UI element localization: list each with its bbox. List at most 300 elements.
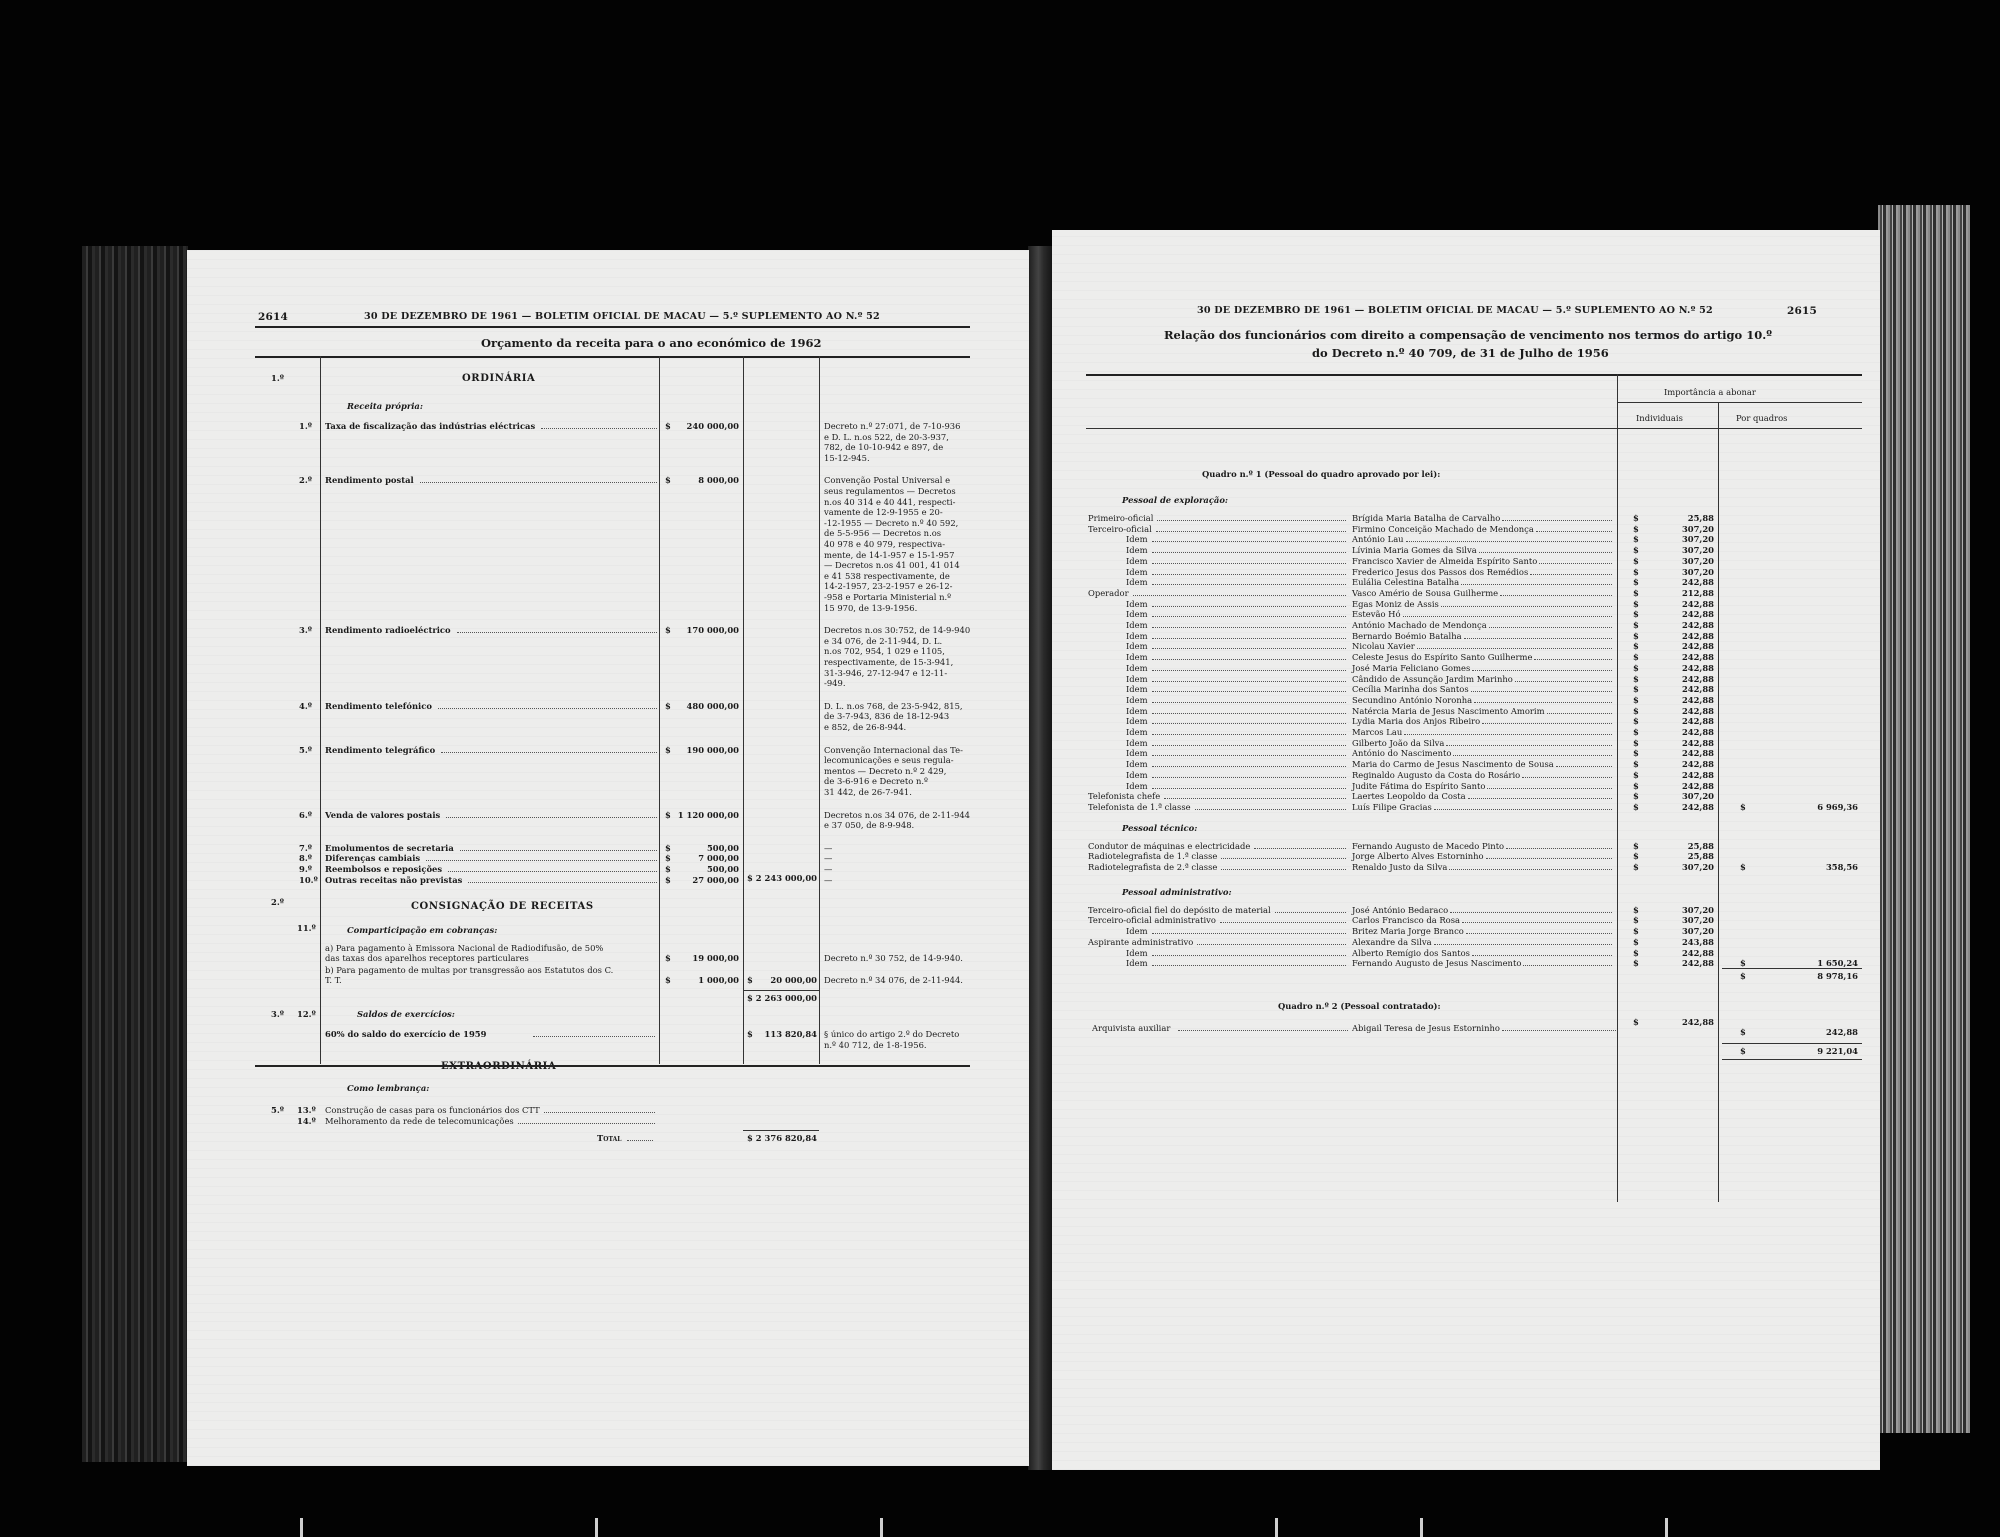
currency-sign: $ bbox=[665, 842, 671, 853]
valor-individual: 25,88 bbox=[1687, 840, 1714, 851]
currency-sign: $ bbox=[1633, 523, 1639, 534]
valor-individual: 242,88 bbox=[1681, 641, 1714, 652]
group-heading: Pessoal administrativo: bbox=[1122, 886, 1232, 897]
funcionario-nome: Gilberto João da Silva bbox=[1352, 737, 1445, 748]
legal-note: — bbox=[824, 874, 833, 885]
legal-note: Decreto n.º 27:071, de 7-10-936 bbox=[824, 421, 961, 431]
leader-dots bbox=[1152, 745, 1346, 746]
currency-sign: $ bbox=[665, 864, 671, 874]
valor-individual: 242,88 bbox=[1681, 609, 1714, 620]
funcionario-nome: Jorge Alberto Alves Estorninho bbox=[1352, 851, 1484, 862]
cargo: Arquivista auxiliar bbox=[1092, 1022, 1171, 1033]
currency-sign: $ bbox=[1633, 587, 1639, 598]
leader-dots bbox=[1449, 869, 1612, 870]
item-label: Rendimento telefónico bbox=[325, 700, 432, 711]
legal-note: de 3-6-916 e Decreto n.º bbox=[824, 776, 928, 787]
legal-note: de 5-5-956 — Decretos n.os bbox=[824, 528, 942, 539]
leader-dots bbox=[1221, 869, 1346, 870]
legal-note: e 41 538 respectivamente, de bbox=[824, 570, 950, 581]
currency-sign: $ bbox=[747, 993, 753, 1004]
currency-sign: $ bbox=[1633, 716, 1639, 727]
cargo: Idem bbox=[1126, 716, 1148, 727]
item-label: Melhoramento da rede de telecomunicações bbox=[325, 1115, 514, 1126]
leader-dots bbox=[1453, 755, 1612, 756]
legal-note: n.os 40 314 e 40 441, respecti- bbox=[824, 496, 956, 507]
valor-individual: 242,88 bbox=[1681, 1016, 1714, 1027]
leader-dots bbox=[457, 632, 657, 633]
valor-individual: 242,88 bbox=[1681, 801, 1714, 812]
leader-dots bbox=[1472, 670, 1612, 671]
leader-dots bbox=[1152, 691, 1346, 692]
leader-dots bbox=[1152, 584, 1346, 585]
col-por-quadros: Por quadros bbox=[1736, 413, 1788, 423]
leader-dots bbox=[1486, 858, 1612, 859]
leader-dots bbox=[1152, 670, 1346, 671]
leader-dots bbox=[1500, 595, 1612, 596]
valor-individual: 242,88 bbox=[1681, 759, 1714, 770]
leader-dots bbox=[1434, 809, 1612, 810]
leader-dots bbox=[448, 871, 657, 872]
leader-dots bbox=[1152, 541, 1346, 542]
right-running-title: 30 DE DEZEMBRO DE 1961 — BOLETIM OFICIAL DE MACAU — 5.º SUPLEMENTO AO N.º 52 bbox=[1197, 305, 1713, 316]
total-label: Total bbox=[597, 1133, 622, 1144]
funcionario-nome: Britez Maria Jorge Branco bbox=[1352, 926, 1464, 937]
cargo: Radiotelegrafista de 2.ª classe bbox=[1088, 862, 1218, 872]
legal-note: seus regulamentos — Decretos bbox=[824, 486, 956, 496]
cargo: Idem bbox=[1126, 630, 1148, 641]
item-label: Venda de valores postais bbox=[325, 809, 441, 820]
funcionario-nome: Maria do Carmo de Jesus Nascimento de Sousa bbox=[1352, 759, 1554, 770]
item-amount: 500,00 bbox=[706, 842, 739, 853]
currency-sign: $ bbox=[1633, 598, 1639, 609]
grand-total: 2 376 820,84 bbox=[755, 1133, 817, 1144]
legal-note: Decreto n.º 34 076, de 2-11-944. bbox=[824, 975, 963, 986]
currency-sign: $ bbox=[1633, 915, 1639, 926]
currency-sign: $ bbox=[1633, 801, 1639, 812]
item-number: 13.º bbox=[297, 1105, 316, 1116]
funcionario-nome: Vasco Amério de Sousa Guilherme bbox=[1352, 587, 1499, 598]
leader-dots bbox=[1152, 563, 1346, 564]
leader-dots bbox=[1474, 702, 1612, 703]
chapter-number: 5.º bbox=[271, 1105, 284, 1116]
leader-dots bbox=[1152, 955, 1346, 956]
item-label: Diferenças cambiais bbox=[325, 853, 421, 864]
currency-sign: $ bbox=[1633, 641, 1639, 652]
book-left-edge bbox=[82, 246, 188, 1462]
funcionario-nome: Firmino Conceição Machado de Mendonça bbox=[1352, 523, 1534, 534]
cargo: Idem bbox=[1126, 780, 1148, 791]
chapter-number: 1.º bbox=[271, 373, 284, 383]
legal-note: -949. bbox=[824, 678, 846, 689]
valor-individual: 242,88 bbox=[1681, 716, 1714, 727]
book-right-edge bbox=[1878, 205, 1970, 1433]
funcionario-nome: Lydia Maria dos Anjos Ribeiro bbox=[1352, 716, 1481, 727]
valor-individual: 242,88 bbox=[1681, 705, 1714, 716]
leader-dots bbox=[1152, 723, 1346, 724]
leader-dots bbox=[1275, 912, 1346, 913]
col-line-quadros bbox=[1718, 402, 1719, 1202]
valor-individual: 242,88 bbox=[1681, 947, 1714, 958]
currency-sign: $ bbox=[665, 853, 671, 864]
leader-dots bbox=[1466, 933, 1612, 934]
leader-dots bbox=[1152, 552, 1346, 553]
valor-individual: 25,88 bbox=[1687, 513, 1714, 523]
funcionario-nome: Judite Fátima do Espírito Santo bbox=[1352, 780, 1486, 791]
leader-dots bbox=[1254, 848, 1346, 849]
item-label: Rendimento radioeléctrico bbox=[325, 625, 451, 636]
leader-dots bbox=[460, 850, 657, 851]
leader-dots bbox=[1468, 798, 1612, 799]
valor-individual: 25,88 bbox=[1687, 851, 1714, 862]
legal-note: e 34 076, de 2-11-944, D. L. bbox=[824, 635, 943, 646]
legal-note: e D. L. n.os 522, de 20-3-937, bbox=[824, 431, 949, 442]
currency-sign: $ bbox=[747, 975, 753, 986]
funcionario-nome: António Lau bbox=[1352, 534, 1404, 545]
legal-note: de 3-7-943, 836 de 18-12-943 bbox=[824, 711, 950, 722]
left-running-title: 30 DE DEZEMBRO DE 1961 — BOLETIM OFICIAL DE MACAU — 5.º SUPLEMENTO AO N.º 52 bbox=[364, 311, 880, 322]
leader-dots bbox=[1152, 627, 1346, 628]
legal-note: Convenção Internacional das Te- bbox=[824, 744, 963, 755]
total-rule bbox=[743, 1130, 819, 1131]
cargo: Aspirante administrativo bbox=[1088, 936, 1194, 947]
saldo-label: 60% do saldo do exercício de 1959 bbox=[325, 1029, 487, 1040]
section-heading: ORDINÁRIA bbox=[462, 373, 536, 384]
item-number: 3.º bbox=[299, 625, 312, 636]
cargo: Idem bbox=[1126, 759, 1148, 770]
item-label: Reembolsos e reposições bbox=[325, 864, 443, 874]
leader-dots bbox=[1472, 955, 1612, 956]
cargo: Terceiro-oficial fiel do depósito de material bbox=[1088, 904, 1271, 915]
item-number: 8.º bbox=[299, 853, 312, 864]
subheading: Saldos de exercícios: bbox=[357, 1009, 455, 1020]
funcionario-nome: Carlos Francisco da Rosa bbox=[1352, 915, 1461, 926]
quadro2-subtotal: 242,88 bbox=[1825, 1026, 1858, 1037]
leader-dots bbox=[1502, 1030, 1616, 1031]
valor-individual: 212,88 bbox=[1681, 587, 1714, 598]
leader-dots bbox=[1479, 552, 1612, 553]
valor-individual: 307,20 bbox=[1681, 862, 1714, 872]
leader-dots bbox=[1506, 848, 1612, 849]
subtotal-rule bbox=[1722, 968, 1862, 969]
legal-note: D. L. n.os 768, de 23-5-942, 815, bbox=[824, 700, 963, 711]
table-top-rule bbox=[255, 356, 970, 358]
item-number: 9.º bbox=[299, 864, 312, 874]
currency-sign: $ bbox=[1633, 566, 1639, 577]
leader-dots bbox=[1403, 616, 1612, 617]
cargo: Radiotelegrafista de 1.ª classe bbox=[1088, 851, 1218, 862]
item-label: Construção de casas para os funcionários dos CTT bbox=[325, 1105, 540, 1116]
col-line-4 bbox=[819, 356, 820, 1064]
funcionario-nome: Cândido de Assunção Jardim Marinho bbox=[1352, 673, 1513, 684]
leader-dots bbox=[1178, 1030, 1348, 1031]
funcionario-nome: Nicolau Xavier bbox=[1352, 641, 1415, 652]
funcionario-nome: Frederico Jesus dos Passos dos Remédios bbox=[1352, 566, 1529, 577]
currency-sign: $ bbox=[1633, 769, 1639, 780]
leader-dots bbox=[1152, 777, 1346, 778]
funcionario-nome: Marcos Lau bbox=[1352, 727, 1403, 737]
right-page-number: 2615 bbox=[1787, 305, 1818, 317]
funcionario-nome: Abigail Teresa de Jesus Estorninho bbox=[1352, 1022, 1500, 1033]
currency-sign: $ bbox=[1633, 684, 1639, 695]
leader-dots bbox=[426, 860, 657, 861]
currency-sign: $ bbox=[1633, 534, 1639, 545]
cargo: Idem bbox=[1126, 694, 1148, 705]
leader-dots bbox=[1482, 723, 1612, 724]
legal-note: e 852, de 26-8-944. bbox=[824, 722, 907, 732]
leader-dots bbox=[1164, 798, 1346, 799]
cargo: Idem bbox=[1126, 609, 1148, 620]
subheading: Receita própria: bbox=[347, 401, 423, 411]
legal-note: -958 e Portaria Ministerial n.º bbox=[824, 592, 952, 602]
legal-note: 31-3-946, 27-12-947 e 12-11- bbox=[824, 667, 948, 678]
item-label: Taxa de fiscalização das indústrias eléctricas bbox=[325, 421, 536, 431]
legal-note: -12-1955 — Decreto n.º 40 592, bbox=[824, 517, 959, 528]
section-heading: CONSIGNAÇÃO DE RECEITAS bbox=[411, 901, 594, 913]
currency-sign: $ bbox=[747, 1133, 753, 1144]
funcionario-nome: Celeste Jesus do Espírito Santo Guilherme bbox=[1352, 652, 1533, 663]
leader-dots bbox=[1523, 965, 1612, 966]
legal-note: 40 978 e 40 979, respectiva- bbox=[824, 539, 946, 549]
leader-dots bbox=[1152, 766, 1346, 767]
leader-dots bbox=[1152, 681, 1346, 682]
legal-note: Decretos n.os 30:752, de 14-9-940 bbox=[824, 625, 971, 636]
valor-individual: 242,88 bbox=[1681, 662, 1714, 673]
cargo: Primeiro-oficial bbox=[1088, 513, 1154, 523]
subheading: Como lembrança: bbox=[347, 1083, 430, 1094]
valor-individual: 307,20 bbox=[1681, 926, 1714, 937]
funcionario-nome: Natércia Maria de Jesus Nascimento Amorim bbox=[1352, 705, 1545, 716]
currency-sign: $ bbox=[665, 475, 671, 486]
cargo: Idem bbox=[1126, 545, 1148, 556]
legal-note: 31 442, de 26-7-941. bbox=[824, 787, 912, 797]
col-individuais: Individuais bbox=[1636, 413, 1683, 423]
leader-dots bbox=[627, 1140, 653, 1141]
leader-dots bbox=[1502, 520, 1612, 521]
table-bottom-rule bbox=[255, 1065, 970, 1067]
currency-sign: $ bbox=[1633, 1016, 1639, 1027]
item-amount: 190 000,00 bbox=[686, 744, 739, 755]
quadro-title: Quadro n.º 2 (Pessoal contratado): bbox=[1278, 1000, 1441, 1011]
funcionario-nome: Fernando Augusto de Macedo Pinto bbox=[1352, 840, 1505, 851]
leader-dots bbox=[446, 817, 657, 818]
leader-dots bbox=[1152, 574, 1346, 575]
quadro1-total: 8 978,16 bbox=[1817, 970, 1858, 981]
leader-dots bbox=[468, 882, 657, 883]
leader-dots bbox=[1152, 755, 1346, 756]
currency-sign: $ bbox=[1633, 662, 1639, 673]
currency-sign: $ bbox=[1633, 936, 1639, 947]
valor-individual: 307,20 bbox=[1681, 904, 1714, 915]
table-top-rule bbox=[1086, 374, 1862, 376]
currency-sign: $ bbox=[1633, 947, 1639, 958]
relacao-title-line-1: Relação dos funcionários com direito a compensação de vencimento nos termos do artigo 10.º bbox=[1164, 328, 1772, 342]
col-line-individual bbox=[1617, 374, 1618, 1202]
currency-sign: $ bbox=[665, 809, 671, 820]
currency-sign: $ bbox=[1740, 1045, 1746, 1056]
valor-individual: 242,88 bbox=[1681, 780, 1714, 791]
currency-sign: $ bbox=[1633, 851, 1639, 862]
leader-dots bbox=[1152, 702, 1346, 703]
subtotal-quadro: 358,56 bbox=[1825, 862, 1858, 872]
leader-dots bbox=[1461, 584, 1612, 585]
item-number: 12.º bbox=[297, 1009, 316, 1020]
funcionario-nome: Fernando Augusto de Jesus Nascimento bbox=[1352, 958, 1522, 969]
item-amount: 7 000,00 bbox=[698, 853, 739, 864]
item-amount: 170 000,00 bbox=[686, 625, 739, 636]
cargo: Telefonista de 1.ª classe bbox=[1088, 801, 1191, 812]
currency-sign: $ bbox=[1633, 620, 1639, 630]
total-rule bbox=[1722, 1059, 1862, 1060]
valor-individual: 242,88 bbox=[1681, 958, 1714, 969]
funcionario-nome: Laertes Leopoldo da Costa bbox=[1352, 791, 1466, 802]
cargo: Idem bbox=[1126, 641, 1148, 652]
currency-sign: $ bbox=[1633, 840, 1639, 851]
leader-dots bbox=[1152, 734, 1346, 735]
legal-note: 15 970, de 13-9-1956. bbox=[824, 602, 918, 613]
leader-dots bbox=[541, 428, 657, 429]
leader-dots bbox=[1221, 858, 1346, 859]
valor-individual: 242,88 bbox=[1681, 727, 1714, 737]
cargo: Idem bbox=[1126, 727, 1148, 737]
leader-dots bbox=[1152, 788, 1346, 789]
valor-individual: 242,88 bbox=[1681, 652, 1714, 663]
cargo: Idem bbox=[1126, 673, 1148, 684]
col-line-3 bbox=[743, 356, 744, 1064]
currency-sign: $ bbox=[1633, 545, 1639, 556]
header-rule bbox=[255, 326, 970, 328]
funcionario-nome: Luís Filipe Gracias bbox=[1352, 801, 1432, 812]
leader-dots bbox=[1152, 606, 1346, 607]
subtotal-rule bbox=[743, 990, 819, 991]
section-heading bbox=[441, 1062, 556, 1072]
item-amount: 1 120 000,00 bbox=[677, 809, 739, 820]
ordinaria-subtotal: 2 243 000,00 bbox=[755, 873, 817, 884]
legal-note: respectivamente, de 15-3-941, bbox=[824, 657, 954, 667]
quadro-title: Quadro n.º 1 (Pessoal do quadro aprovado por lei): bbox=[1202, 469, 1441, 479]
leader-dots bbox=[1152, 648, 1346, 649]
leader-dots bbox=[1417, 648, 1612, 649]
item-number: 11.º bbox=[297, 923, 316, 934]
cargo: Idem bbox=[1126, 555, 1148, 566]
legal-note: Decreto n.º 30 752, de 14-9-940. bbox=[824, 953, 963, 964]
item-number: 2.º bbox=[299, 475, 312, 486]
cargo: Idem bbox=[1126, 926, 1148, 937]
leader-dots bbox=[1464, 638, 1612, 639]
cargo: Idem bbox=[1126, 748, 1148, 759]
leader-dots bbox=[438, 708, 657, 709]
item-number: 5.º bbox=[299, 744, 312, 755]
legal-note: — bbox=[824, 864, 833, 874]
cargo: Idem bbox=[1126, 577, 1148, 588]
currency-sign: $ bbox=[1633, 727, 1639, 737]
valor-individual: 242,88 bbox=[1681, 737, 1714, 748]
funcionario-nome: Renaldo Justo da Silva bbox=[1352, 862, 1448, 872]
consignacao-label: T. T. bbox=[325, 975, 342, 986]
currency-sign: $ bbox=[665, 975, 671, 986]
cargo: Idem bbox=[1126, 662, 1148, 673]
valor-individual: 307,20 bbox=[1681, 523, 1714, 534]
book-gutter bbox=[1028, 246, 1054, 1470]
subheading: Comparticipação em cobranças: bbox=[347, 925, 498, 936]
funcionario-nome: Eulália Celestina Batalha bbox=[1352, 577, 1460, 588]
legal-note: e 37 050, de 8-9-948. bbox=[824, 820, 915, 831]
leader-dots bbox=[1536, 531, 1612, 532]
leader-dots bbox=[441, 752, 657, 753]
cargo: Idem bbox=[1126, 947, 1148, 958]
item-number: 4.º bbox=[299, 700, 312, 711]
valor-individual: 242,88 bbox=[1681, 577, 1714, 588]
currency-sign: $ bbox=[1633, 513, 1639, 523]
currency-sign: $ bbox=[1740, 862, 1746, 872]
group-heading: Pessoal de exploração: bbox=[1122, 495, 1229, 505]
leader-dots bbox=[1152, 616, 1346, 617]
valor-individual: 243,88 bbox=[1681, 936, 1714, 947]
cargo: Operador bbox=[1088, 587, 1129, 598]
leader-dots bbox=[1462, 922, 1612, 923]
funcionario-nome: Egas Moniz de Assis bbox=[1352, 598, 1439, 609]
valor-individual: 307,20 bbox=[1681, 534, 1714, 545]
leader-dots bbox=[1487, 788, 1612, 789]
currency-sign: $ bbox=[1633, 630, 1639, 641]
cargo: Idem bbox=[1126, 769, 1148, 780]
funcionario-nome: Francisco Xavier de Almeida Espírito Santo bbox=[1352, 555, 1538, 566]
currency-sign: $ bbox=[1633, 748, 1639, 759]
funcionario-nome: Brígida Maria Batalha de Carvalho bbox=[1352, 513, 1501, 523]
leader-dots bbox=[1434, 944, 1612, 945]
item-label: Outras receitas não previstas bbox=[325, 874, 463, 885]
cargo: Idem bbox=[1126, 534, 1148, 545]
currency-sign: $ bbox=[1633, 694, 1639, 705]
currency-sign: $ bbox=[1633, 759, 1639, 770]
leader-dots bbox=[1152, 965, 1346, 966]
valor-individual: 242,88 bbox=[1681, 620, 1714, 630]
grand-total: 9 221,04 bbox=[1817, 1045, 1858, 1056]
item-label: Rendimento telegráfico bbox=[325, 744, 436, 755]
funcionario-nome: Alberto Remígio dos Santos bbox=[1352, 947, 1470, 958]
chapter-number: 3.º bbox=[271, 1009, 284, 1020]
currency-sign: $ bbox=[1740, 958, 1746, 969]
valor-individual: 242,88 bbox=[1681, 630, 1714, 641]
cargo: Idem bbox=[1126, 620, 1148, 630]
saldo-amount: 113 820,84 bbox=[764, 1029, 817, 1040]
leader-dots bbox=[1157, 520, 1346, 521]
legal-note: 15-12-945. bbox=[824, 452, 870, 463]
item-label: Emolumentos de secretaria bbox=[325, 842, 454, 853]
currency-sign: $ bbox=[747, 873, 753, 884]
col-line-1 bbox=[320, 356, 321, 1064]
item-amount: 8 000,00 bbox=[698, 475, 739, 486]
leader-dots bbox=[1534, 659, 1612, 660]
budget-title: Orçamento da receita para o ano económico de 1962 bbox=[481, 336, 822, 350]
legal-note: vamente de 12-9-1955 e 20- bbox=[824, 507, 943, 518]
leader-dots bbox=[1197, 944, 1346, 945]
currency-sign: $ bbox=[1633, 609, 1639, 620]
leader-dots bbox=[1441, 606, 1612, 607]
currency-sign: $ bbox=[1633, 862, 1639, 872]
left-page bbox=[187, 250, 1029, 1466]
funcionario-nome: António do Nascimento bbox=[1352, 748, 1452, 759]
right-page bbox=[1052, 230, 1880, 1470]
currency-sign: $ bbox=[1633, 673, 1639, 684]
currency-sign: $ bbox=[665, 874, 671, 885]
consignacao-subtotal: 20 000,00 bbox=[770, 975, 817, 986]
funcionario-nome: António Machado de Mendonça bbox=[1352, 620, 1487, 630]
leader-dots bbox=[1152, 638, 1346, 639]
leader-dots bbox=[1195, 809, 1346, 810]
valor-individual: 307,20 bbox=[1681, 555, 1714, 566]
item-amount: 500,00 bbox=[706, 864, 739, 874]
leader-dots bbox=[1530, 574, 1612, 575]
